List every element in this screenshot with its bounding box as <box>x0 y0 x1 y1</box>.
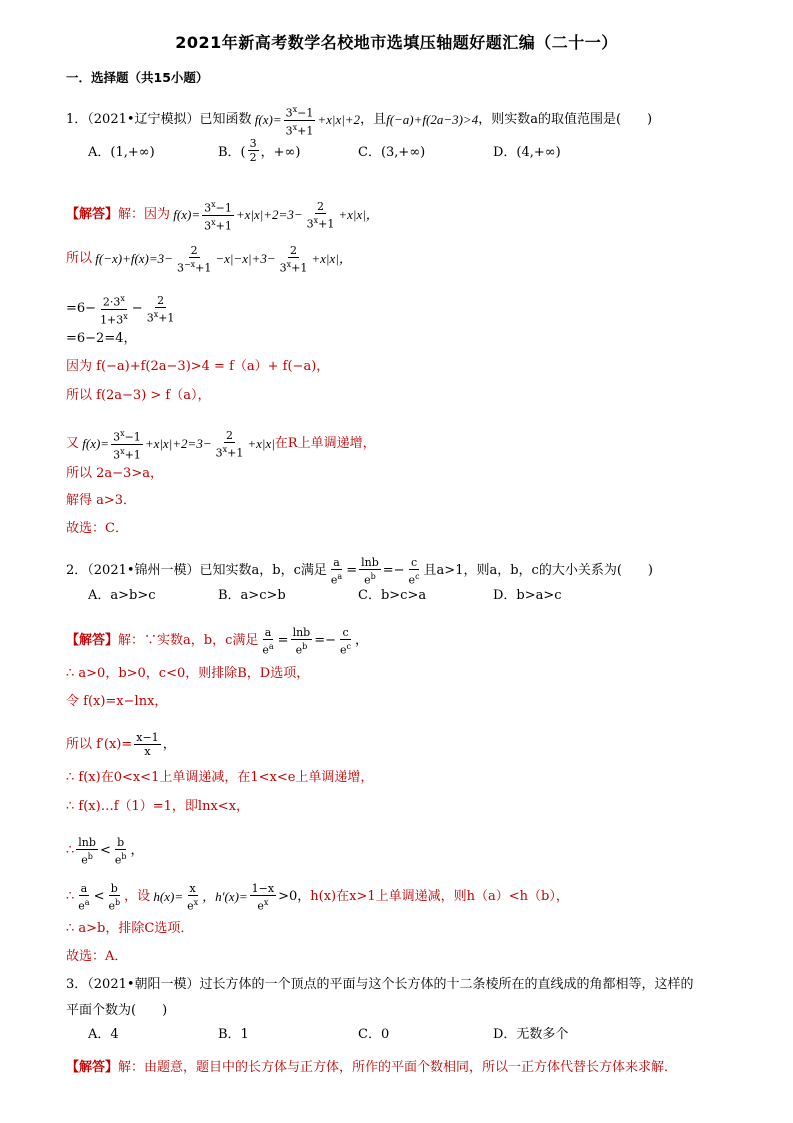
q3-solution-line-1: 【解答】 解：由题意，题目中的长方体与正方体，所作的平面个数相同，所以一正方体代替长方体来求解． <box>66 1060 678 1075</box>
q1-solution-line-8: 所以 2a−3>a， <box>66 466 163 481</box>
section-heading: 一．选择题（共15小题） <box>66 70 209 85</box>
q3-option-a: A．4 <box>88 1026 119 1042</box>
q1-solution-line-9: 解得 a>3． <box>66 493 137 508</box>
answer-label: 【解答】 <box>66 633 119 649</box>
q2-solution-line-8: ∴ $\frac{a}{e^a}$ < $\frac{b}{e^b}$ ，设 h(x)= $\frac{x}{e^x}$ ，h′(x)= $\frac{1-x}{e^x}$ >0， h(x)在x>1上单调递减，则h（a）<h（b）， <box>66 882 569 913</box>
q1-prefix: 1．（2021•辽宁模拟）已知函数 <box>66 112 252 128</box>
q2-option-d: D．b>a>c <box>493 587 562 603</box>
q2-solution-line-1: 【解答】 解：∵实数a，b，c满足 $\frac{a}{e^a}$ = $\frac{\ln b}{e^b}$ =− $\frac{c}{e^c}$ ， <box>66 626 369 657</box>
q1-option-c: C．(3,+∞) <box>358 144 426 160</box>
q1-option-a: A．(1,+∞) <box>88 144 155 160</box>
q1-solution-line-6: 所以 f(2a−3) > f（a）， <box>66 388 211 403</box>
q1-solution-line-4: =6−2=4， <box>66 331 137 346</box>
q3-option-c: C．0 <box>358 1026 390 1042</box>
q1-suffix: ，则实数a的取值范围是( ) <box>478 112 653 128</box>
answer-label: 【解答】 <box>66 207 119 223</box>
q2-solution-line-7: ∴ $\frac{\ln b}{e^b}$ < $\frac{b}{e^b}$ ， <box>66 836 144 867</box>
q2-solution-line-6: ∴ f(x)…f（1）=1，即lnx<x， <box>66 799 250 814</box>
q2-solution-line-3: 令 f(x)=x−lnx， <box>66 694 168 709</box>
q2-option-b: B．a>c>b <box>218 587 286 603</box>
q2-option-a: A．a>b>c <box>88 587 156 603</box>
q1-solution-line-3: =6− $\frac{2\cdot 3^x}{1+3^x}$ − $\frac{2}{3^x+1}$ <box>66 293 175 327</box>
q2-solution-line-2: ∴ a>0，b>0，c<0，则排除B，D选项， <box>66 666 310 681</box>
q1-solution-line-5: 因为 f(−a)+f(2a−3)>4 = f（a）+ f(−a)， <box>66 359 330 374</box>
q2-option-c: C．b>c>a <box>358 587 427 603</box>
q3-stem-line-2: 平面个数为( ) <box>66 1003 168 1018</box>
q1-fraction: $\frac{3^x-1}{3^x+1}$ <box>285 105 314 138</box>
q2-solution-line-5: ∴ f(x)在0<x<1上单调递减，在1<x<e上单调递增， <box>66 770 374 785</box>
q2-solution-line-9: ∴ a>b，排除C选项． <box>66 921 194 936</box>
q1-solution-line-7: 又 f(x)= $\frac{3^x-1}{3^x+1}$ +x|x|+2=3− $\frac{2}{3^x+1}$ +x|x| 在R上单调递增， <box>66 428 376 462</box>
q3-stem-line-1: 3．（2021•朝阳一模）过长方体的一个顶点的平面与这个长方体的十二条棱所在的直线成的角都相等，这样的 <box>66 977 694 992</box>
q2-solution-answer: 故选：A． <box>66 949 128 964</box>
q1-solution-line-1: 【解答】 解：因为 f(x)= $\frac{3^x-1}{3^x+1}$ +x|x|+2=3− $\frac{2}{3^x+1}$ +x|x|， <box>66 199 379 233</box>
answer-label: 【解答】 <box>66 1060 119 1075</box>
q3-option-d: D．无数多个 <box>493 1026 569 1042</box>
q2-stem: 2．（2021•锦州一模）已知实数a，b，c满足 $\frac{a}{e^a}$ = $\frac{\ln b}{e^b}$ =− $\frac{c}{e^c}$ 且a>1，则a，b，c的大小关系为( ) <box>66 556 653 587</box>
q1-stem: 1．（2021•辽宁模拟）已知函数 f(x)= $\frac{3^x-1}{3^x+1}$ +x|x|+2 ，且 f(−a)+f(2a−3)>4 ，则实数a的取值范围是( ) <box>66 105 653 138</box>
q1-mid: ，且 <box>360 112 387 128</box>
q1-solution-answer: 故选：C． <box>66 521 128 536</box>
q1-option-d: D．(4,+∞) <box>493 144 561 160</box>
q1-option-b: B．( $\frac{3}{2}$ ，+∞) <box>218 136 301 164</box>
q3-option-b: B．1 <box>218 1026 249 1042</box>
page-title: 2021年新高考数学名校地市选填压轴题好题汇编（二十一） <box>175 33 618 52</box>
q1-solution-line-2: 所以 f(−x)+f(x)=3− $\frac{2}{3^{-x}+1}$ −x|−x|+3− $\frac{2}{3^x+1}$ +x|x|， <box>66 244 352 275</box>
q2-solution-line-4: 所以 f′(x)= $\frac{x-1}{x}$ ， <box>66 731 176 758</box>
